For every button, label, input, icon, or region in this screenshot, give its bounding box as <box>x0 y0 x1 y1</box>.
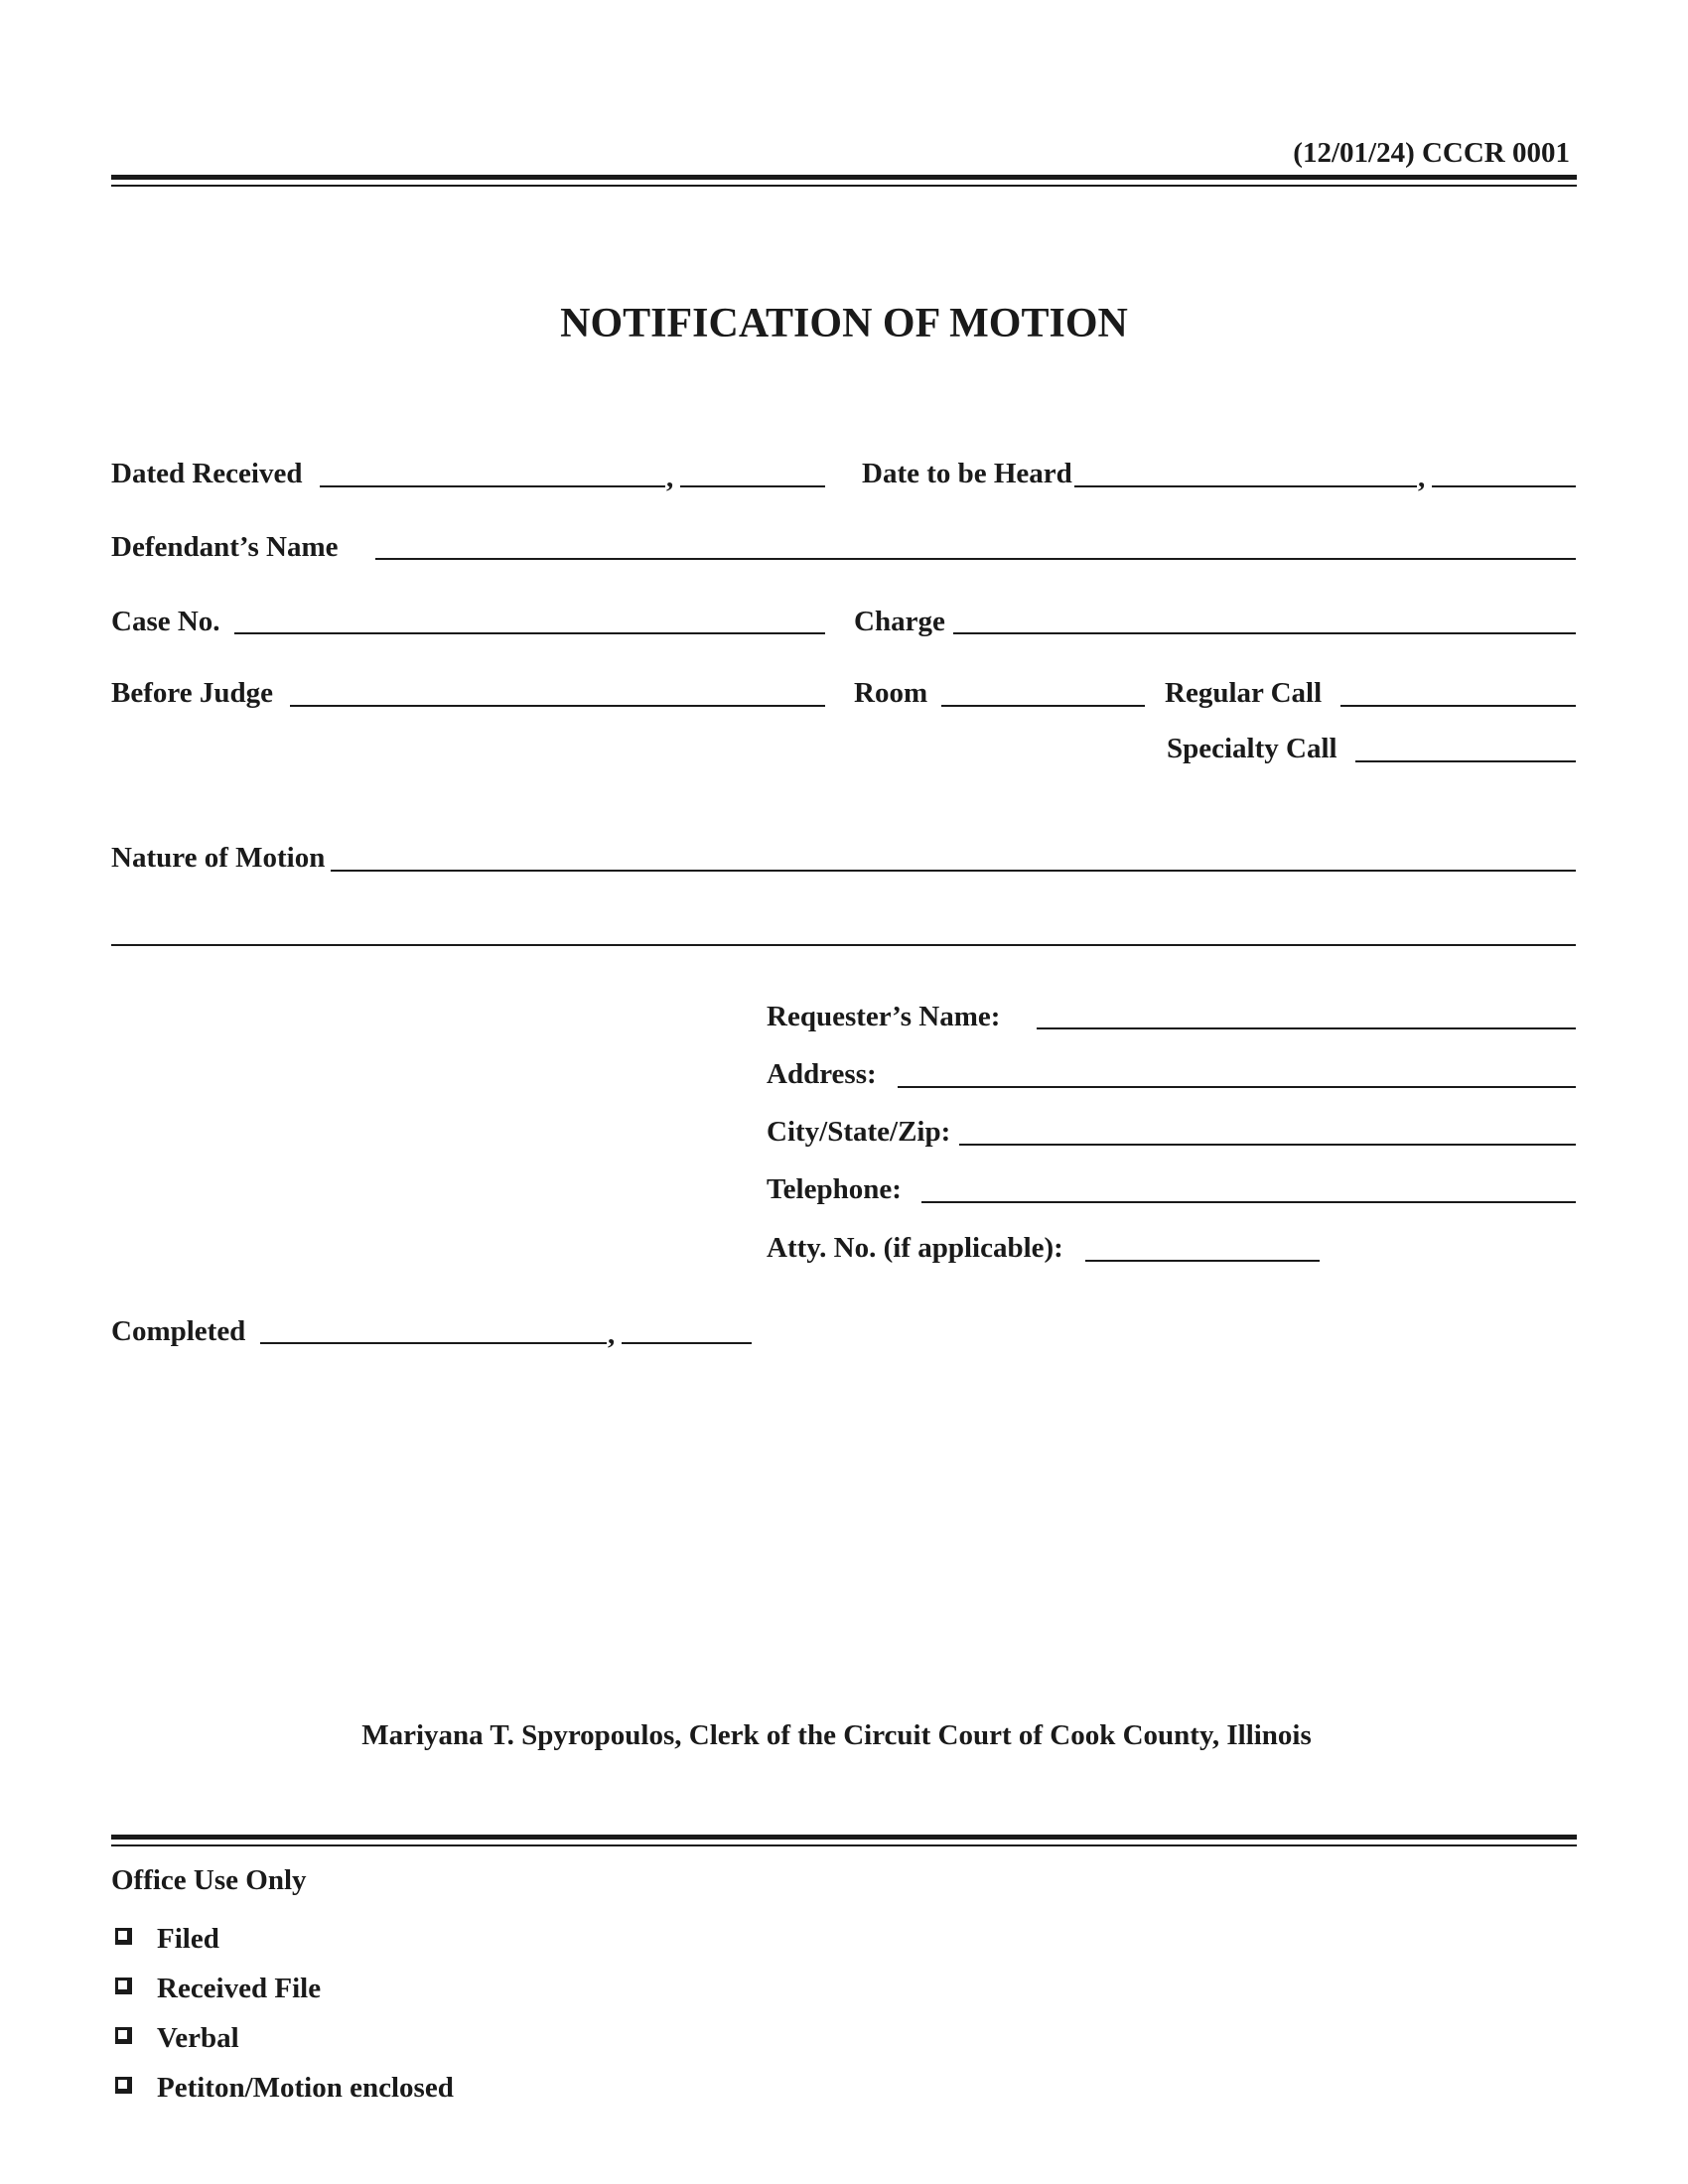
regular-call-label: Regular Call <box>1165 677 1323 709</box>
date-to-be-heard-field[interactable] <box>1074 485 1417 487</box>
footer-rule-thin <box>111 1844 1577 1846</box>
date-to-be-heard-year-field[interactable] <box>1432 485 1576 487</box>
defendant-name-label: Defendant’s Name <box>111 531 339 563</box>
telephone-label: Telephone: <box>767 1173 902 1205</box>
defendant-name-field[interactable] <box>375 558 1576 560</box>
completed-field[interactable] <box>260 1342 607 1344</box>
page-title: NOTIFICATION OF MOTION <box>560 301 1128 346</box>
date-received-label: Dated Received <box>111 458 303 489</box>
verbal-label: Verbal <box>157 2022 239 2054</box>
charge-field[interactable] <box>953 632 1576 634</box>
date-received-comma: , <box>666 462 674 493</box>
date-received-field[interactable] <box>320 485 665 487</box>
case-no-label: Case No. <box>111 606 220 637</box>
nature-of-motion-field-line-2[interactable] <box>111 944 1576 946</box>
atty-no-field[interactable] <box>1085 1260 1320 1262</box>
requester-name-label: Requester’s Name: <box>767 1001 1001 1032</box>
header-rule-thick <box>111 175 1577 180</box>
petition-motion-enclosed-checkbox[interactable] <box>115 2077 132 2094</box>
specialty-call-label: Specialty Call <box>1167 733 1337 764</box>
nature-of-motion-field[interactable] <box>331 870 1576 872</box>
before-judge-field[interactable] <box>290 705 825 707</box>
case-no-field[interactable] <box>234 632 825 634</box>
nature-of-motion-label: Nature of Motion <box>111 842 326 874</box>
date-received-year-field[interactable] <box>680 485 825 487</box>
completed-comma: , <box>608 1318 616 1350</box>
verbal-checkbox[interactable] <box>115 2027 132 2044</box>
received-file-label: Received File <box>157 1973 322 2004</box>
before-judge-label: Before Judge <box>111 677 273 709</box>
address-field[interactable] <box>898 1086 1576 1088</box>
room-field[interactable] <box>941 705 1145 707</box>
petition-motion-enclosed-label: Petiton/Motion enclosed <box>157 2072 454 2104</box>
city-state-zip-field[interactable] <box>959 1144 1576 1146</box>
received-file-checkbox[interactable] <box>115 1978 132 1994</box>
form-code: (12/01/24) CCCR 0001 <box>1293 137 1570 169</box>
date-to-be-heard-label: Date to be Heard <box>862 458 1072 489</box>
clerk-signature-line: Mariyana T. Spyropoulos, Clerk of the Circuit Court of Cook County, Illinois <box>361 1719 1312 1751</box>
footer-rule-thick <box>111 1835 1577 1840</box>
charge-label: Charge <box>854 606 945 637</box>
regular-call-field[interactable] <box>1340 705 1576 707</box>
completed-year-field[interactable] <box>622 1342 752 1344</box>
atty-no-label: Atty. No. (if applicable): <box>767 1232 1063 1264</box>
telephone-field[interactable] <box>921 1201 1576 1203</box>
header-rule-thin <box>111 185 1577 187</box>
date-to-be-heard-comma: , <box>1418 462 1426 493</box>
office-use-heading: Office Use Only <box>111 1864 307 1896</box>
filed-label: Filed <box>157 1923 219 1955</box>
completed-label: Completed <box>111 1315 246 1347</box>
filed-checkbox[interactable] <box>115 1928 132 1945</box>
city-state-zip-label: City/State/Zip: <box>767 1116 951 1148</box>
specialty-call-field[interactable] <box>1355 760 1576 762</box>
requester-name-field[interactable] <box>1037 1027 1576 1029</box>
room-label: Room <box>854 677 928 709</box>
address-label: Address: <box>767 1058 877 1090</box>
